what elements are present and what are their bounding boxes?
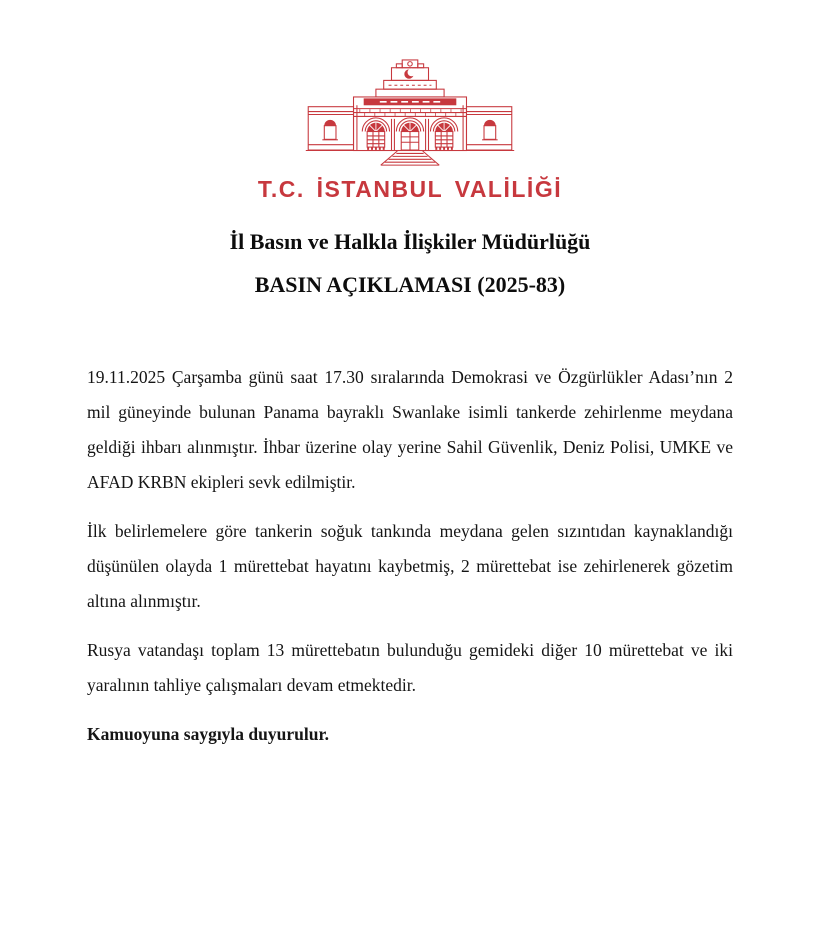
paragraph-evacuation: Rusya vatandaşı toplam 13 mürettebatın bulunduğu gemideki diğer 10 mürettebat ve iki yaralının tahliye çalışmaları devam etmektedir.	[87, 640, 733, 695]
department-title: İl Basın ve Halkla İlişkiler Müdürlüğü	[229, 229, 591, 254]
paragraph-casualties: İlk belirlemelere göre tankerin soğuk tankında meydana gelen sızıntıdan kaynaklandığı düşünülen olayda 1 mürettebat hayatını kaybetmiş, 2 mürettebat ise zehirlenerek gözetim altına alınmıştır.	[87, 521, 733, 611]
org-name: T.C. İSTANBUL VALİLİĞİ	[257, 176, 563, 202]
closing-line: Kamuoyuna saygıyla duyurulur.	[87, 724, 330, 744]
release-title: BASIN AÇIKLAMASI (2025-83)	[254, 272, 566, 297]
paragraph-incident: 19.11.2025 Çarşamba günü saat 17.30 sıralarında Demokrasi ve Özgürlükler Adası’nın 2 mil güneyinde bulunan Panama bayraklı Swanlake isimli tankerde zehirlenme meydana geldiği ihbarı alınmıştır. İhbar üzerine olay yerine Sahil Güvenlik, Deniz Polisi, UMKE ve AFAD KRBN ekipleri sevk edilmiştir.	[87, 367, 733, 492]
government-building-icon	[298, 56, 522, 172]
press-release-body	[87, 360, 733, 752]
logo	[0, 0, 820, 203]
